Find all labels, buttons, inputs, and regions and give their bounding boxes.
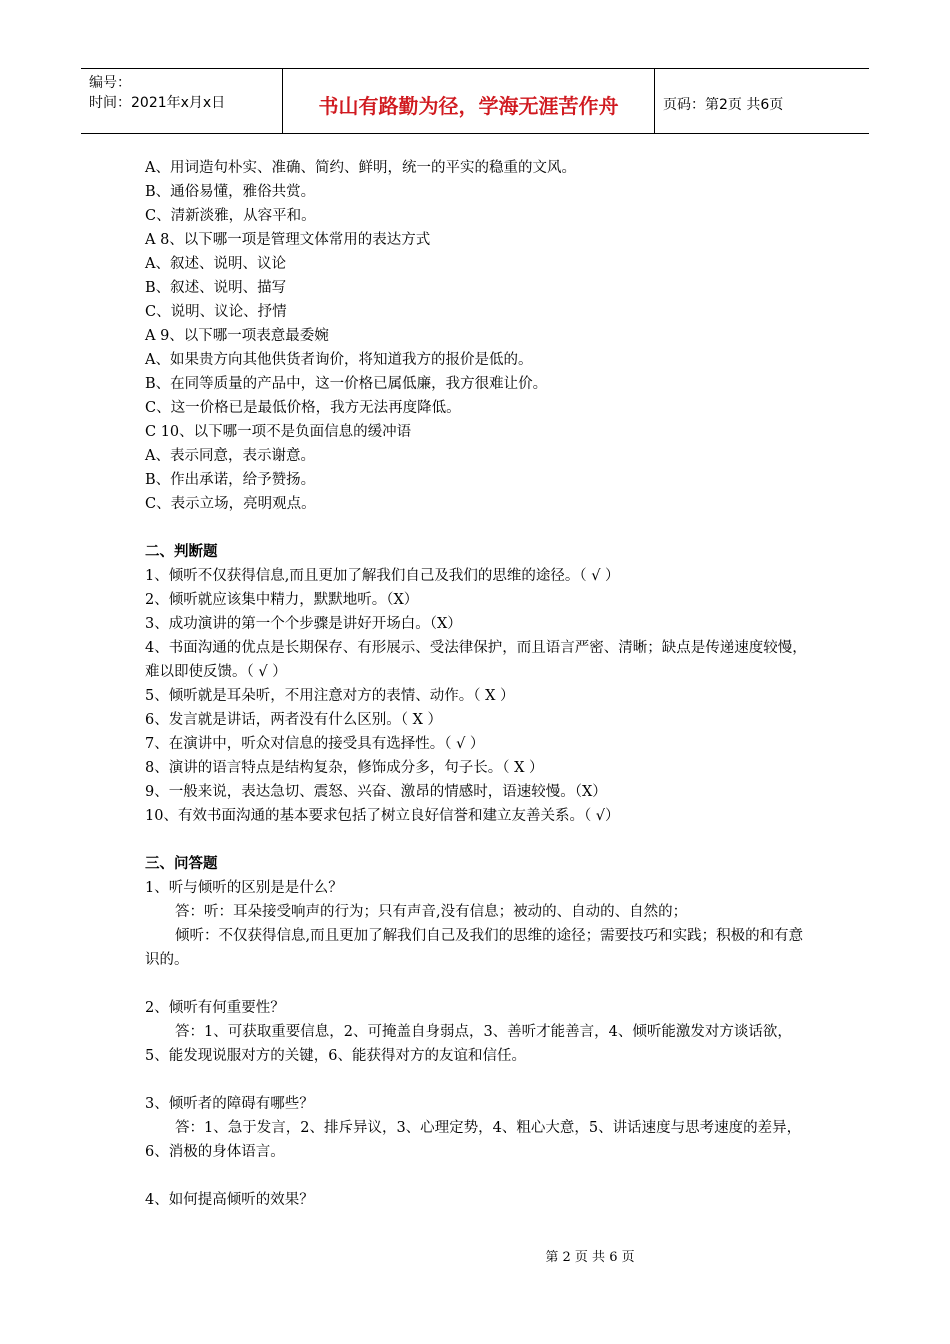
answer-1-part-1: 答：听：耳朵接受响声的行为；只有声音,没有信息；被动的、自动的、自然的； xyxy=(175,904,688,920)
section-title-qa: 三、问答题 xyxy=(145,856,218,872)
choice-line: B、叙述、说明、描写 xyxy=(145,280,287,296)
choice-line: C、表示立场，亮明观点。 xyxy=(145,496,316,512)
choice-line: A、如果贵方向其他供货者询价，将知道我方的报价是低的。 xyxy=(145,352,533,368)
judgment-item: 3、成功演讲的第一个个步骤是讲好开场白。（X） xyxy=(145,616,462,632)
question-line: A 9、以下哪一项表意最委婉 xyxy=(145,328,329,344)
page-footer: 第 2 页 共 6 页 xyxy=(545,1250,635,1265)
judgment-item: 1、倾听不仅获得信息,而且更加了解我们自己及我们的思维的途径。（ √ ） xyxy=(145,568,620,584)
judgment-item: 5、倾听就是耳朵听，不用注意对方的表情、动作。（ X ） xyxy=(145,688,515,704)
document-body xyxy=(145,156,810,1212)
time-label: 时间：2021年x月x日 xyxy=(89,95,226,111)
choice-line: B、作出承诺，给予赞扬。 xyxy=(145,472,316,488)
judgment-item: 8、演讲的语言特点是结构复杂，修饰成分多，句子长。（ X ） xyxy=(145,760,544,776)
spacer xyxy=(145,516,810,540)
header-page-info: 页码：第2页 共6页 xyxy=(663,97,784,113)
question-2: 2、倾听有何重要性？ xyxy=(145,1000,285,1016)
page-header xyxy=(81,68,869,134)
choice-line: A、表示同意，表示谢意。 xyxy=(145,448,315,464)
choice-line: B、通俗易懂，雅俗共赏。 xyxy=(145,184,316,200)
choice-line: A、叙述、说明、议论 xyxy=(145,256,286,272)
answer-1-part-2: 倾听：不仅获得信息,而且更加了解我们自己及我们的思维的途径；需要技巧和实践；积极的和有意识的。 xyxy=(145,928,804,968)
judgment-item: 9、一般来说，表达急切、震怒、兴奋、激昂的情感时，语速较慢。（X） xyxy=(145,784,607,800)
number-label: 编号： xyxy=(89,75,131,91)
spacer xyxy=(145,1164,810,1188)
question-4: 4、如何提高倾听的效果？ xyxy=(145,1192,314,1208)
question-line: A 8、以下哪一项是管理文体常用的表达方式 xyxy=(145,232,431,248)
header-motto: 书山有路勤为径，学海无涯苦作舟 xyxy=(283,69,655,133)
judgment-item: 2、倾听就应该集中精力，默默地听。（X） xyxy=(145,592,419,608)
choice-line: B、在同等质量的产品中，这一价格已属低廉，我方很难让价。 xyxy=(145,376,548,392)
judgment-item: 4、书面沟通的优点是长期保存、有形展示、受法律保护，而且语言严密、清晰；缺点是传递速度较慢，难以即使反馈。（ √ ） xyxy=(145,640,807,680)
choice-line: C、清新淡雅，从容平和。 xyxy=(145,208,316,224)
section-title-judgment: 二、判断题 xyxy=(145,544,218,560)
choice-line: A、用词造句朴实、准确、简约、鲜明，统一的平实的稳重的文风。 xyxy=(145,160,576,176)
header-left-cell xyxy=(81,69,283,133)
question-3: 3、倾听者的障碍有哪些？ xyxy=(145,1096,314,1112)
judgment-item: 10、有效书面沟通的基本要求包括了树立良好信誉和建立友善关系。（ √） xyxy=(145,808,620,824)
spacer xyxy=(145,828,810,852)
answer-3: 答：1、急于发言，2、排斥异议，3、心理定势，4、粗心大意，5、讲话速度与思考速度的差异，6、消极的身体语言。 xyxy=(145,1120,802,1160)
choice-line: C、说明、议论、抒情 xyxy=(145,304,287,320)
judgment-item: 6、发言就是讲话，两者没有什么区别。（ X ） xyxy=(145,712,443,728)
question-1: 1、听与倾听的区别是是什么？ xyxy=(145,880,343,896)
choice-line: C、这一价格已是最低价格，我方无法再度降低。 xyxy=(145,400,461,416)
spacer xyxy=(145,972,810,996)
answer-2: 答：1、可获取重要信息，2、可掩盖自身弱点，3、善听才能善言，4、倾听能激发对方谈话欲，5、能发现说服对方的关键，6、能获得对方的友谊和信任。 xyxy=(145,1024,792,1064)
spacer xyxy=(145,1068,810,1092)
question-line: C 10、以下哪一项不是负面信息的缓冲语 xyxy=(145,424,412,440)
judgment-item: 7、在演讲中，听众对信息的接受具有选择性。（ √ ） xyxy=(145,736,485,752)
